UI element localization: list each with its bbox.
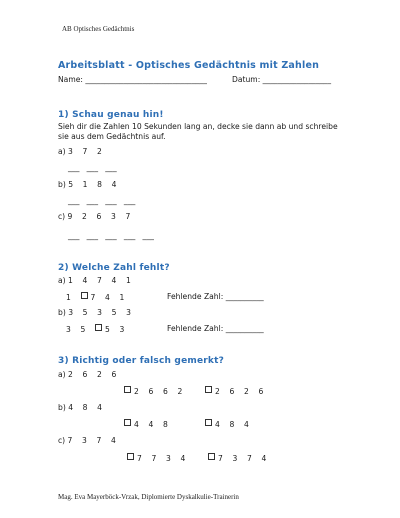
- checkbox-icon: [124, 386, 131, 393]
- section-3-heading: 3) Richtig oder falsch gemerkt?: [58, 356, 225, 366]
- exercise-3c-numbers: c) 7 3 7 4: [58, 436, 116, 445]
- section-1-instruction: Sieh dir die Zahlen 10 Sekunden lang an, decke sie dann ab und schreibe: [58, 122, 338, 131]
- exercise-1c-answer-blanks: ___ ___ ___ ___ ___: [68, 231, 154, 240]
- exercise-3a-numbers: a) 2 6 2 6: [58, 370, 117, 379]
- checkbox-icon: [205, 419, 212, 426]
- exercise-3b-numbers: b) 4 8 4: [58, 403, 103, 412]
- section-1-instruction: sie aus dem Gedächtnis auf.: [58, 132, 166, 141]
- checkbox-icon: [124, 419, 131, 426]
- exercise-2b-before-gap: 3 5: [66, 325, 86, 334]
- exercise-2a-missing-number-field: Fehlende Zahl: __________: [167, 292, 264, 301]
- section-1-heading: 1) Schau genau hin!: [58, 110, 164, 120]
- checkbox-icon: [81, 292, 88, 299]
- exercise-2a-before-gap: 1: [66, 293, 71, 302]
- checkbox-icon: [205, 386, 212, 393]
- exercise-1b-answer-blanks: ___ ___ ___ ___: [68, 196, 136, 205]
- checkbox-icon: [127, 453, 134, 460]
- page-header: AB Optisches Gedächtnis: [62, 25, 135, 33]
- exercise-2a-after-gap: 7 4 1: [90, 293, 125, 302]
- exercise-3c-option-2: 7 3 7 4: [208, 453, 266, 463]
- exercise-3b-option-2: 4 8 4: [205, 419, 249, 429]
- exercise-3b-option-1: 4 4 8: [124, 419, 168, 429]
- exercise-1a-answer-blanks: ___ ___ ___: [68, 163, 117, 172]
- exercise-2b-after-gap: 5 3: [104, 325, 125, 334]
- exercise-1b-numbers: b) 5 1 8 4: [58, 180, 117, 189]
- date-field-line: Datum: __________________: [232, 75, 332, 84]
- page-footer: Mag. Eva Mayerböck-Vrzak, Diplomierte Dyskalkulie-Trainerin: [58, 493, 239, 501]
- exercise-3c-option-1: 7 7 3 4: [127, 453, 185, 463]
- exercise-1a-numbers: a) 3 7 2: [58, 147, 102, 156]
- checkbox-icon: [208, 453, 215, 460]
- exercise-2b-gap-row: [66, 324, 124, 334]
- worksheet-title: Arbeitsblatt - Optisches Gedächtnis mit Zahlen: [58, 60, 320, 71]
- exercise-1c-numbers: c) 9 2 6 3 7: [58, 212, 131, 221]
- exercise-2a-numbers: a) 1 4 7 4 1: [58, 276, 131, 285]
- section-2-heading: 2) Welche Zahl fehlt?: [58, 263, 170, 273]
- checkbox-icon: [95, 324, 102, 331]
- exercise-2b-missing-number-field: Fehlende Zahl: __________: [167, 324, 264, 333]
- exercise-2b-numbers: b) 3 5 3 5 3: [58, 308, 131, 317]
- name-field-line: Name: ________________________________: [58, 75, 207, 84]
- exercise-3a-option-2: 2 6 2 6: [205, 386, 263, 396]
- exercise-2a-gap-row: [66, 292, 124, 302]
- exercise-3a-option-1: 2 6 6 2: [124, 386, 182, 396]
